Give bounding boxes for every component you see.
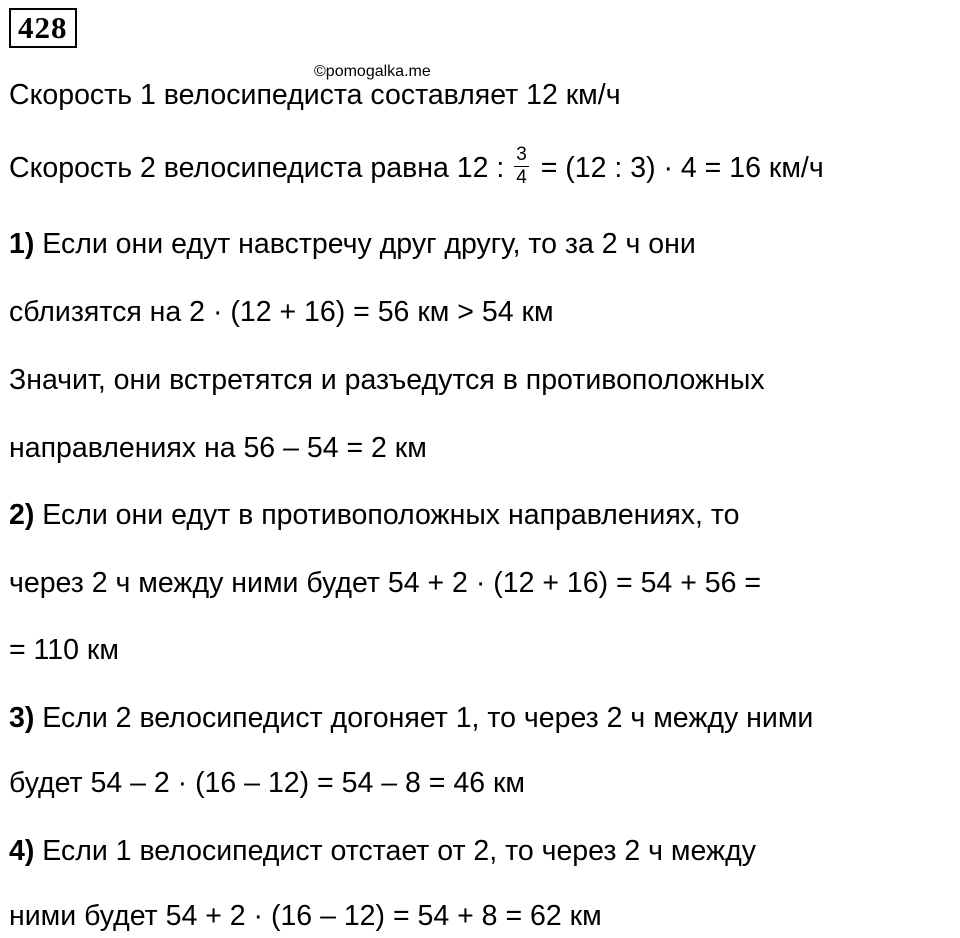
fraction-denominator: 4 [516, 167, 527, 188]
part1-text: Если они едут навстречу друг другу, то за 2 ч они [34, 228, 696, 260]
part2-label: 2) [9, 499, 35, 531]
part2-line3: = 110 км [9, 634, 119, 666]
part1-line1 [9, 224, 696, 264]
part1-line4: направлениях на 56 – 54 = 2 км [9, 432, 427, 464]
part3-label: 3) [9, 702, 35, 734]
speed-cyclist-2 [9, 144, 824, 191]
part3-line1 [9, 698, 813, 738]
part4-line2: ними будет 54 + 2 · (16 – 12) = 54 + 8 = 62 км [9, 900, 602, 932]
part2-line1 [9, 495, 739, 535]
part1-line3: Значит, они встретятся и разъедутся в противоположных [9, 364, 765, 396]
part1-label: 1) [9, 228, 35, 260]
part3-text: Если 2 велосипедист догоняет 1, то через 2 ч между ними [34, 702, 814, 734]
part4-line1 [9, 831, 756, 871]
part1-line2: сблизятся на 2 · (12 + 16) = 56 км > 54 км [9, 296, 554, 328]
task-number: 428 [9, 8, 77, 48]
part2-text: Если они едут в противоположных направлениях, то [34, 499, 740, 531]
watermark: ©pomogalka.me [314, 63, 431, 80]
fraction [514, 145, 529, 188]
part2-line2: через 2 ч между ними будет 54 + 2 · (12 + 16) = 54 + 56 = [9, 567, 762, 599]
speed-cyclist-2-text: Скорость 2 велосипедиста равна 12 : [9, 152, 505, 185]
speed-cyclist-2-result: = (12 : 3) · 4 = 16 км/ч [540, 152, 824, 185]
part4-label: 4) [9, 835, 35, 867]
speed-cyclist-1: Скорость 1 велосипедиста составляет 12 км/ч [9, 79, 621, 111]
fraction-numerator: 3 [516, 144, 527, 165]
part4-text: Если 1 велосипедист отстает от 2, то через 2 ч между [34, 835, 756, 867]
part3-line2: будет 54 – 2 · (16 – 12) = 54 – 8 = 46 км [9, 767, 526, 799]
